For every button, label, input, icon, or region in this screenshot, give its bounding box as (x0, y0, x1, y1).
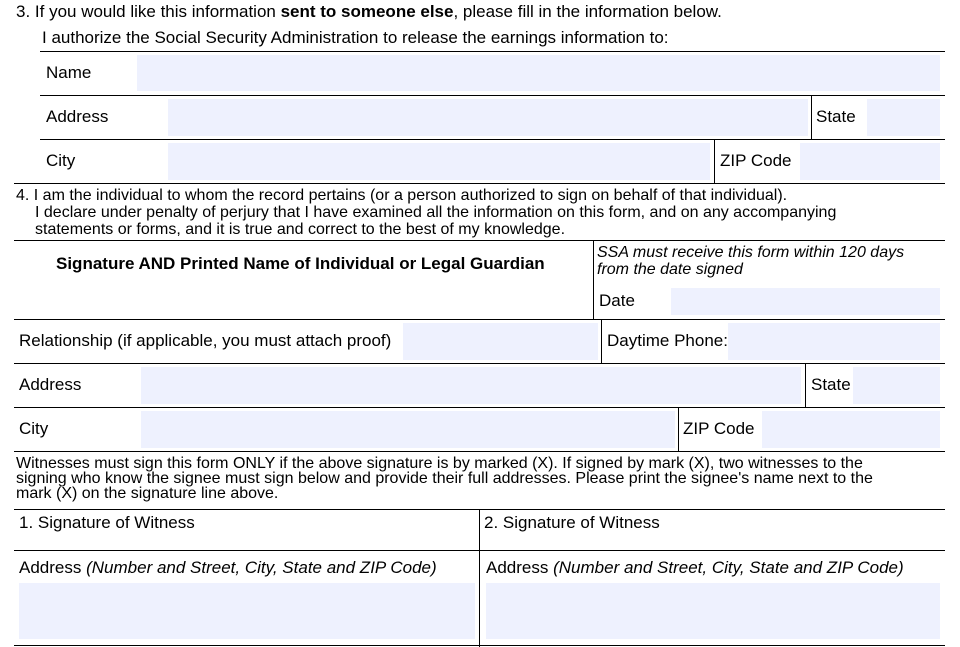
divider (40, 139, 945, 140)
section4-line1: 4. I am the individual to whom the record pertains (or a person authorized to sign on behalf of that individual). (16, 187, 788, 204)
section3-heading (16, 2, 722, 22)
s3-state-label: State (816, 107, 856, 126)
s3-zip-field[interactable] (800, 143, 940, 180)
witness1-address-field[interactable] (19, 583, 475, 639)
divider (714, 140, 715, 183)
divider (811, 96, 812, 139)
section4-line2: I declare under penalty of perjury that I have examined all the information on this form, and on any accompanying (35, 204, 837, 221)
witness-instructions-line1: Witnesses must sign this form ONLY if the above signature is by marked (X). If signed by mark (X), two witnesses to the (16, 455, 863, 472)
witness-instructions-line3: mark (X) on the signature line above. (16, 485, 279, 502)
divider (14, 407, 945, 408)
s4-city-field[interactable] (141, 411, 675, 448)
divider (479, 510, 480, 647)
divider (805, 364, 806, 407)
s3-state-field[interactable] (867, 99, 940, 136)
date-field[interactable] (671, 288, 940, 315)
phone-field[interactable] (728, 323, 940, 360)
s3-name-field[interactable] (137, 55, 940, 91)
s4-address-field[interactable] (141, 367, 801, 404)
s3-city-label: City (46, 151, 76, 170)
ssa-note-line1: SSA must receive this form within 120 days (597, 244, 905, 261)
s4-zip-field[interactable] (762, 411, 940, 448)
signature-label: Signature AND Printed Name of Individual or Legal Guardian (56, 254, 545, 273)
relationship-field[interactable] (403, 323, 598, 360)
witness2-address-label-text: Address (486, 558, 549, 577)
relationship-label: Relationship (if applicable, you must attach proof) (19, 331, 392, 350)
witness1-signature-label: 1. Signature of Witness (19, 513, 195, 532)
s4-zip-label: ZIP Code (683, 419, 755, 438)
section3-authorize-text: I authorize the Social Security Administration to release the earnings information to: (42, 28, 669, 47)
witness1-address-label-text: Address (19, 558, 82, 577)
s3-zip-label: ZIP Code (720, 151, 792, 170)
divider (678, 408, 679, 451)
s4-address-label: Address (19, 375, 82, 394)
divider (593, 241, 594, 319)
witness2-address-hint: (Number and Street, City, State and ZIP Code) (553, 558, 904, 577)
ssa-note-line2: from the date signed (597, 261, 743, 278)
s4-city-label: City (19, 419, 49, 438)
divider (14, 319, 945, 320)
witness2-address-field[interactable] (486, 583, 940, 639)
s3-address-label: Address (46, 107, 109, 126)
s3-city-field[interactable] (168, 143, 710, 180)
phone-label: Daytime Phone: (607, 331, 728, 350)
section3-heading-suffix: , please fill in the information below. (453, 2, 722, 21)
date-label: Date (599, 291, 635, 310)
s3-name-label: Name (46, 63, 92, 82)
witness-instructions-line2: signing who know the signee must sign below and provide their full addresses. Please print the signee's name next to the (16, 470, 873, 487)
witness1-address-label (19, 558, 437, 578)
witness2-address-label (486, 558, 904, 578)
witness1-address-hint: (Number and Street, City, State and ZIP Code) (86, 558, 437, 577)
divider (14, 240, 945, 241)
divider (14, 451, 945, 452)
divider (40, 51, 945, 52)
witness2-signature-label: 2. Signature of Witness (484, 513, 660, 532)
divider (601, 320, 602, 363)
divider (14, 183, 945, 184)
s4-state-label: State (811, 375, 851, 394)
section4-line3: statements or forms, and it is true and correct to the best of my knowledge. (35, 221, 566, 238)
s3-address-field[interactable] (168, 99, 808, 136)
divider (14, 645, 945, 646)
divider (40, 95, 945, 96)
section3-heading-bold: sent to someone else (280, 2, 454, 21)
section3-heading-prefix: 3. If you would like this information (16, 2, 281, 21)
s4-state-field[interactable] (853, 367, 940, 404)
divider (14, 550, 945, 551)
